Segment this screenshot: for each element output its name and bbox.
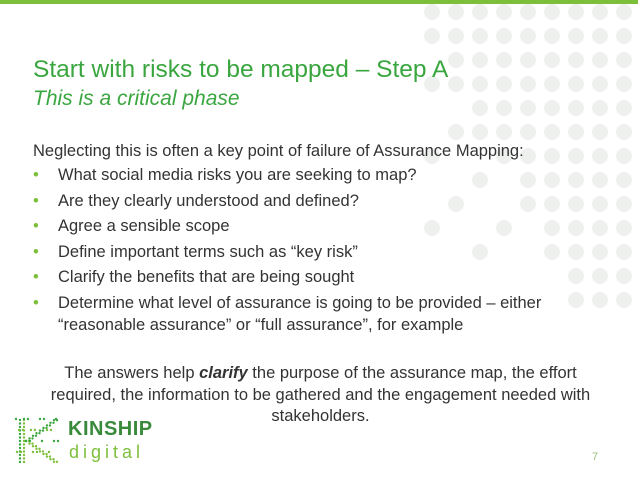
conclusion-emphasis: clarify: [199, 364, 248, 382]
decor-dot: [520, 124, 536, 140]
decor-dot: [448, 76, 464, 92]
decor-dot: [568, 28, 584, 44]
logo-dot: [53, 440, 55, 442]
logo-dot: [48, 451, 50, 453]
decor-dot: [616, 268, 632, 284]
logo-dot: [52, 422, 54, 424]
decor-dot: [592, 28, 608, 44]
bullet-item: [33, 190, 613, 212]
logo-dot: [32, 451, 34, 453]
bullet-text: What social media risks you are seeking to map?: [58, 166, 417, 184]
logo-dot: [23, 461, 25, 463]
logo-dot: [39, 429, 41, 431]
logo-dot: [32, 435, 34, 437]
logo-dot: [52, 458, 54, 460]
logo-dot: [19, 461, 21, 463]
logo-dot: [25, 440, 27, 442]
decor-dot: [568, 52, 584, 68]
logo-dot: [35, 435, 37, 437]
decor-dot: [472, 4, 488, 20]
decor-dot: [520, 76, 536, 92]
logo-dot: [31, 442, 33, 444]
slide-title: Start with risks to be mapped – Step A: [33, 56, 449, 83]
logo-dot: [41, 440, 43, 442]
logo-dot: [31, 437, 33, 439]
logo-dot: [53, 419, 55, 421]
bullet-text: Determine what level of assurance is going to be provided – either “reasonable assurance” or “full assurance”, for example: [58, 293, 542, 334]
logo-dot: [32, 445, 34, 447]
decor-dot: [496, 76, 512, 92]
logo-dot: [46, 429, 48, 431]
decor-dot: [424, 4, 440, 20]
logo-dot: [19, 433, 21, 435]
logo-dot: [35, 445, 37, 447]
decor-dot: [472, 76, 488, 92]
logo-dot: [42, 450, 44, 452]
logo-dot: [28, 442, 30, 444]
decor-dot: [520, 4, 536, 20]
decor-dot: [472, 52, 488, 68]
bullet-marker: •: [33, 268, 39, 286]
logo-dot: [20, 451, 22, 453]
logo-dot: [23, 443, 25, 445]
logo-dot: [19, 426, 21, 428]
decor-dot: [616, 244, 632, 260]
decor-dot: [616, 220, 632, 236]
decor-dot: [592, 76, 608, 92]
decor-dot: [592, 124, 608, 140]
decor-dot: [592, 4, 608, 20]
decor-dot: [472, 28, 488, 44]
logo-k-icon: [12, 416, 64, 466]
logo-dot: [23, 418, 25, 420]
logo-dot: [39, 418, 41, 420]
logo-dot: [23, 454, 25, 456]
decor-dot: [520, 100, 536, 116]
bullet-text: Are they clearly understood and defined?: [58, 191, 359, 210]
decor-dot: [496, 52, 512, 68]
logo-dot: [50, 429, 52, 431]
decor-dot: [448, 28, 464, 44]
logo-dot: [29, 440, 31, 442]
logo-dot: [49, 458, 51, 460]
logo-dot: [19, 419, 21, 421]
logo-dot: [45, 427, 47, 429]
logo-dot: [23, 447, 25, 449]
bullet-marker: •: [33, 191, 39, 210]
logo-dot: [22, 429, 24, 431]
logo-dot: [45, 453, 47, 455]
logo-dot: [46, 424, 48, 426]
logo-dot: [42, 427, 44, 429]
logo-dot: [49, 455, 51, 457]
logo-dot: [42, 453, 44, 455]
page-number: 7: [592, 451, 599, 463]
logo-dot: [19, 443, 21, 445]
logo-dot: [56, 461, 58, 463]
bullet-text: Define important terms such as “key risk”: [58, 242, 358, 261]
bullet-marker: •: [33, 166, 39, 184]
decor-dot: [568, 76, 584, 92]
logo-dot: [23, 422, 25, 424]
logo-dot: [38, 448, 40, 450]
decor-dot: [448, 4, 464, 20]
logo-dot: [18, 429, 20, 431]
logo-dot: [19, 454, 21, 456]
logo-dot: [16, 451, 18, 453]
decor-dot: [448, 124, 464, 140]
decor-dot: [568, 124, 584, 140]
decor-dot: [424, 28, 440, 44]
logo-dot: [23, 426, 25, 428]
decor-dot: [496, 124, 512, 140]
slide-body: [33, 140, 613, 339]
bullet-text: Clarify the benefits that are being sought: [58, 268, 355, 286]
decor-dot: [544, 4, 560, 20]
decor-dot: [616, 172, 632, 188]
decor-dot: [544, 100, 560, 116]
logo-dot: [43, 418, 45, 420]
logo-dot: [19, 447, 21, 449]
bullet-item: [33, 266, 613, 288]
logo-dot: [34, 429, 36, 431]
decor-dot: [616, 148, 632, 164]
lead-text: Neglecting this is often a key point of failure of Assurance Mapping:: [33, 142, 524, 160]
bullet-list: [33, 164, 613, 336]
bullet-item: [33, 241, 613, 263]
logo-dot: [19, 457, 21, 459]
logo-dot: [19, 422, 21, 424]
conclusion-after: the purpose of the assurance map, the effort required, the information to be gathered and the engagement needed with stakeholders.: [50, 364, 591, 425]
decor-dot: [544, 28, 560, 44]
logo-dot: [57, 440, 59, 442]
decor-dot: [496, 100, 512, 116]
decor-dot: [592, 100, 608, 116]
slide-subtitle: This is a critical phase: [33, 87, 240, 110]
logo-dot: [35, 448, 37, 450]
logo-dot: [23, 433, 25, 435]
bullet-item: [33, 292, 613, 336]
logo-dot: [30, 429, 32, 431]
decor-dot: [544, 52, 560, 68]
decor-dot: [616, 4, 632, 20]
logo-dot: [39, 450, 41, 452]
decor-dot: [616, 52, 632, 68]
decor-dot: [472, 124, 488, 140]
bullet-marker: •: [33, 293, 39, 312]
bullet-item: [33, 215, 613, 237]
decor-dot: [520, 28, 536, 44]
kinship-digital-logo: [12, 416, 192, 466]
logo-dot: [42, 429, 44, 431]
logo-dot: [23, 436, 25, 438]
logo-dot: [19, 436, 21, 438]
decor-dot: [544, 76, 560, 92]
decor-dot: [568, 100, 584, 116]
decor-dot: [616, 28, 632, 44]
logo-dot: [55, 418, 57, 420]
logo-dot: [38, 432, 40, 434]
decor-dot: [544, 124, 560, 140]
decor-dot: [592, 52, 608, 68]
logo-dot: [36, 451, 38, 453]
bullet-marker: •: [33, 217, 39, 235]
logo-word-kinship: KINSHIP: [68, 418, 153, 440]
logo-dot: [23, 450, 25, 452]
bullet-item: [33, 164, 613, 186]
logo-dot: [28, 437, 30, 439]
bullet-text: Agree a sensible scope: [58, 217, 230, 235]
decor-dot: [520, 52, 536, 68]
logo-dot: [35, 432, 37, 434]
logo-dot: [19, 440, 21, 442]
logo-dot: [27, 418, 29, 420]
decor-dot: [616, 76, 632, 92]
logo-dot: [49, 424, 51, 426]
logo-dot: [23, 457, 25, 459]
logo-dot: [49, 422, 51, 424]
decor-dot: [568, 4, 584, 20]
logo-dot: [15, 418, 17, 420]
conclusion-before: The answers help: [64, 364, 200, 382]
decor-dot: [616, 124, 632, 140]
decor-dot: [448, 52, 464, 68]
decor-dot: [496, 4, 512, 20]
logo-dot: [53, 461, 55, 463]
decor-dot: [472, 100, 488, 116]
decor-dot: [616, 196, 632, 212]
decor-dot: [616, 100, 632, 116]
decor-dot: [496, 28, 512, 44]
decor-dot: [616, 292, 632, 308]
logo-word-digital: digital: [69, 442, 145, 462]
logo-dot: [46, 455, 48, 457]
bullet-marker: •: [33, 242, 39, 261]
